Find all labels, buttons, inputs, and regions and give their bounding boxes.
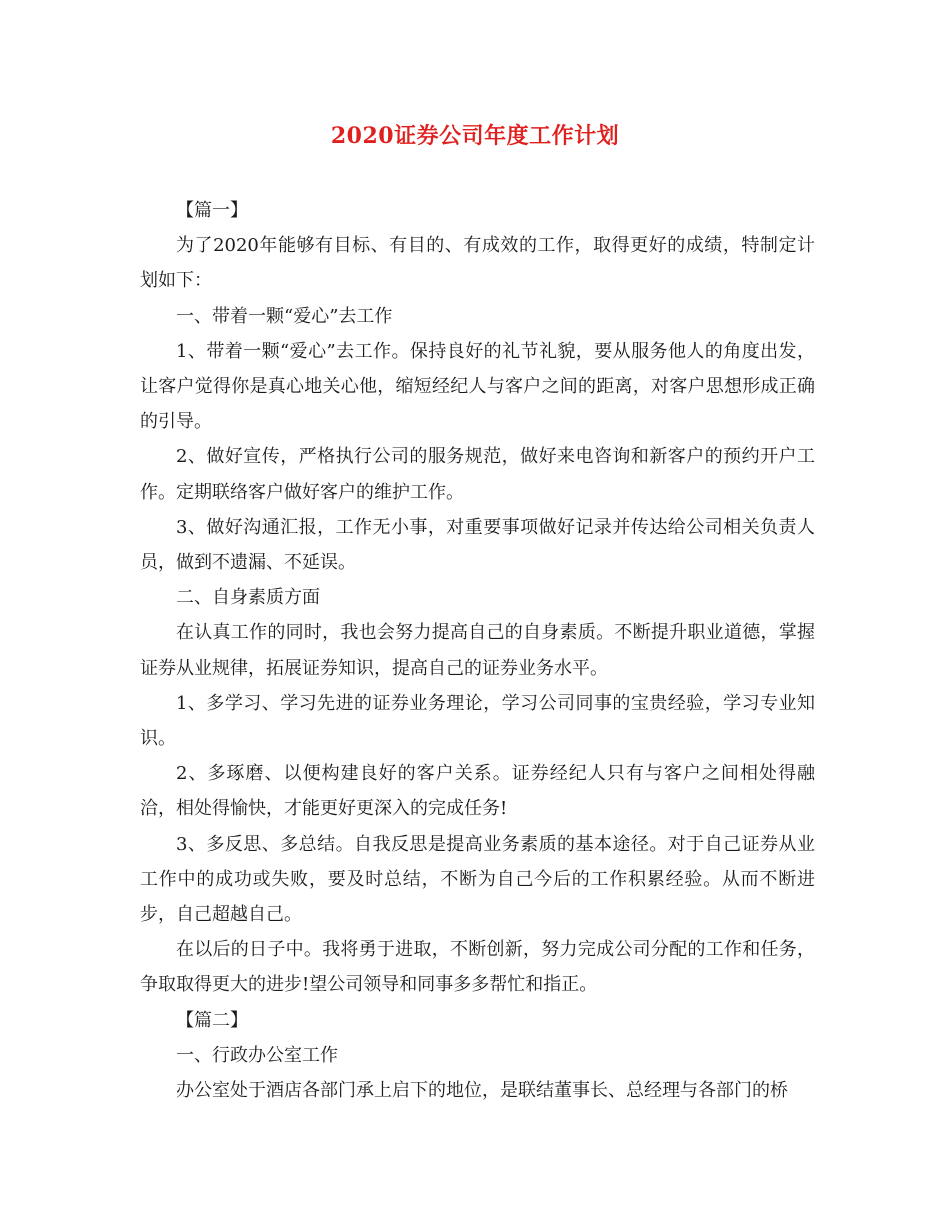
body-paragraph: 办公室处于酒店各部门承上启下的地位，是联结董事长、总经理与各部门的桥 xyxy=(176,1080,788,1102)
section-heading: 二、自身素质方面 xyxy=(176,587,320,609)
section-heading-part-one: 【篇一】 xyxy=(176,200,248,221)
body-paragraph: 在认真工作的同时，我也会努力提高自己的自身素质。不断提升职业道德，掌握证券从业规律，拓展证券知识，提高自己的证券业务水平。 xyxy=(140,622,815,679)
body-paragraph: 2、多琢磨、以便构建良好的客户关系。证券经纪人只有与客户之间相处得融洽，相处得愉快，才能更好更深入的完成任务! xyxy=(140,763,815,820)
section-heading: 一、带着一颗“爱心”去工作 xyxy=(176,305,393,327)
body-paragraph: 3、做好沟通汇报，工作无小事，对重要事项做好记录并传达给公司相关负责人员，做到不遗漏、不延误。 xyxy=(140,516,815,574)
body-paragraph: 2、做好宣传，严格执行公司的服务规范，做好来电咨询和新客户的预约开户工作。定期联络客户做好客户的维护工作。 xyxy=(140,446,815,503)
body-paragraph: 3、多反思、多总结。自我反思是提高业务素质的基本途径。对于自己证券从业工作中的成功或失败，要及时总结，不断为自己今后的工作积累经验。从而不断进步，自己超越自己。 xyxy=(140,833,815,926)
body-paragraph: 1、多学习、学习先进的证券业务理论，学习公司同事的宝贵经验，学习专业知识。 xyxy=(140,692,815,750)
body-paragraph: 1、带着一颗“爱心”去工作。保持良好的礼节礼貌，要从服务他人的角度出发，让客户觉得你是真心地关心他，缩短经纪人与客户之间的距离，对客户思想形成正确的引导。 xyxy=(140,340,815,433)
body-paragraph: 为了2020年能够有目标、有目的、有成效的工作，取得更好的成绩，特制定计划如下： xyxy=(140,235,815,292)
body-paragraph: 在以后的日子中。我将勇于进取，不断创新，努力完成公司分配的工作和任务，争取取得更大的进步!望公司领导和同事多多帮忙和指正。 xyxy=(140,939,815,996)
section-heading-part-two: 【篇二】 xyxy=(176,1009,248,1031)
document-title: 2020证券公司年度工作计划 xyxy=(330,123,620,149)
section-heading: 一、行政办公室工作 xyxy=(176,1044,338,1066)
document-body xyxy=(140,193,815,1108)
